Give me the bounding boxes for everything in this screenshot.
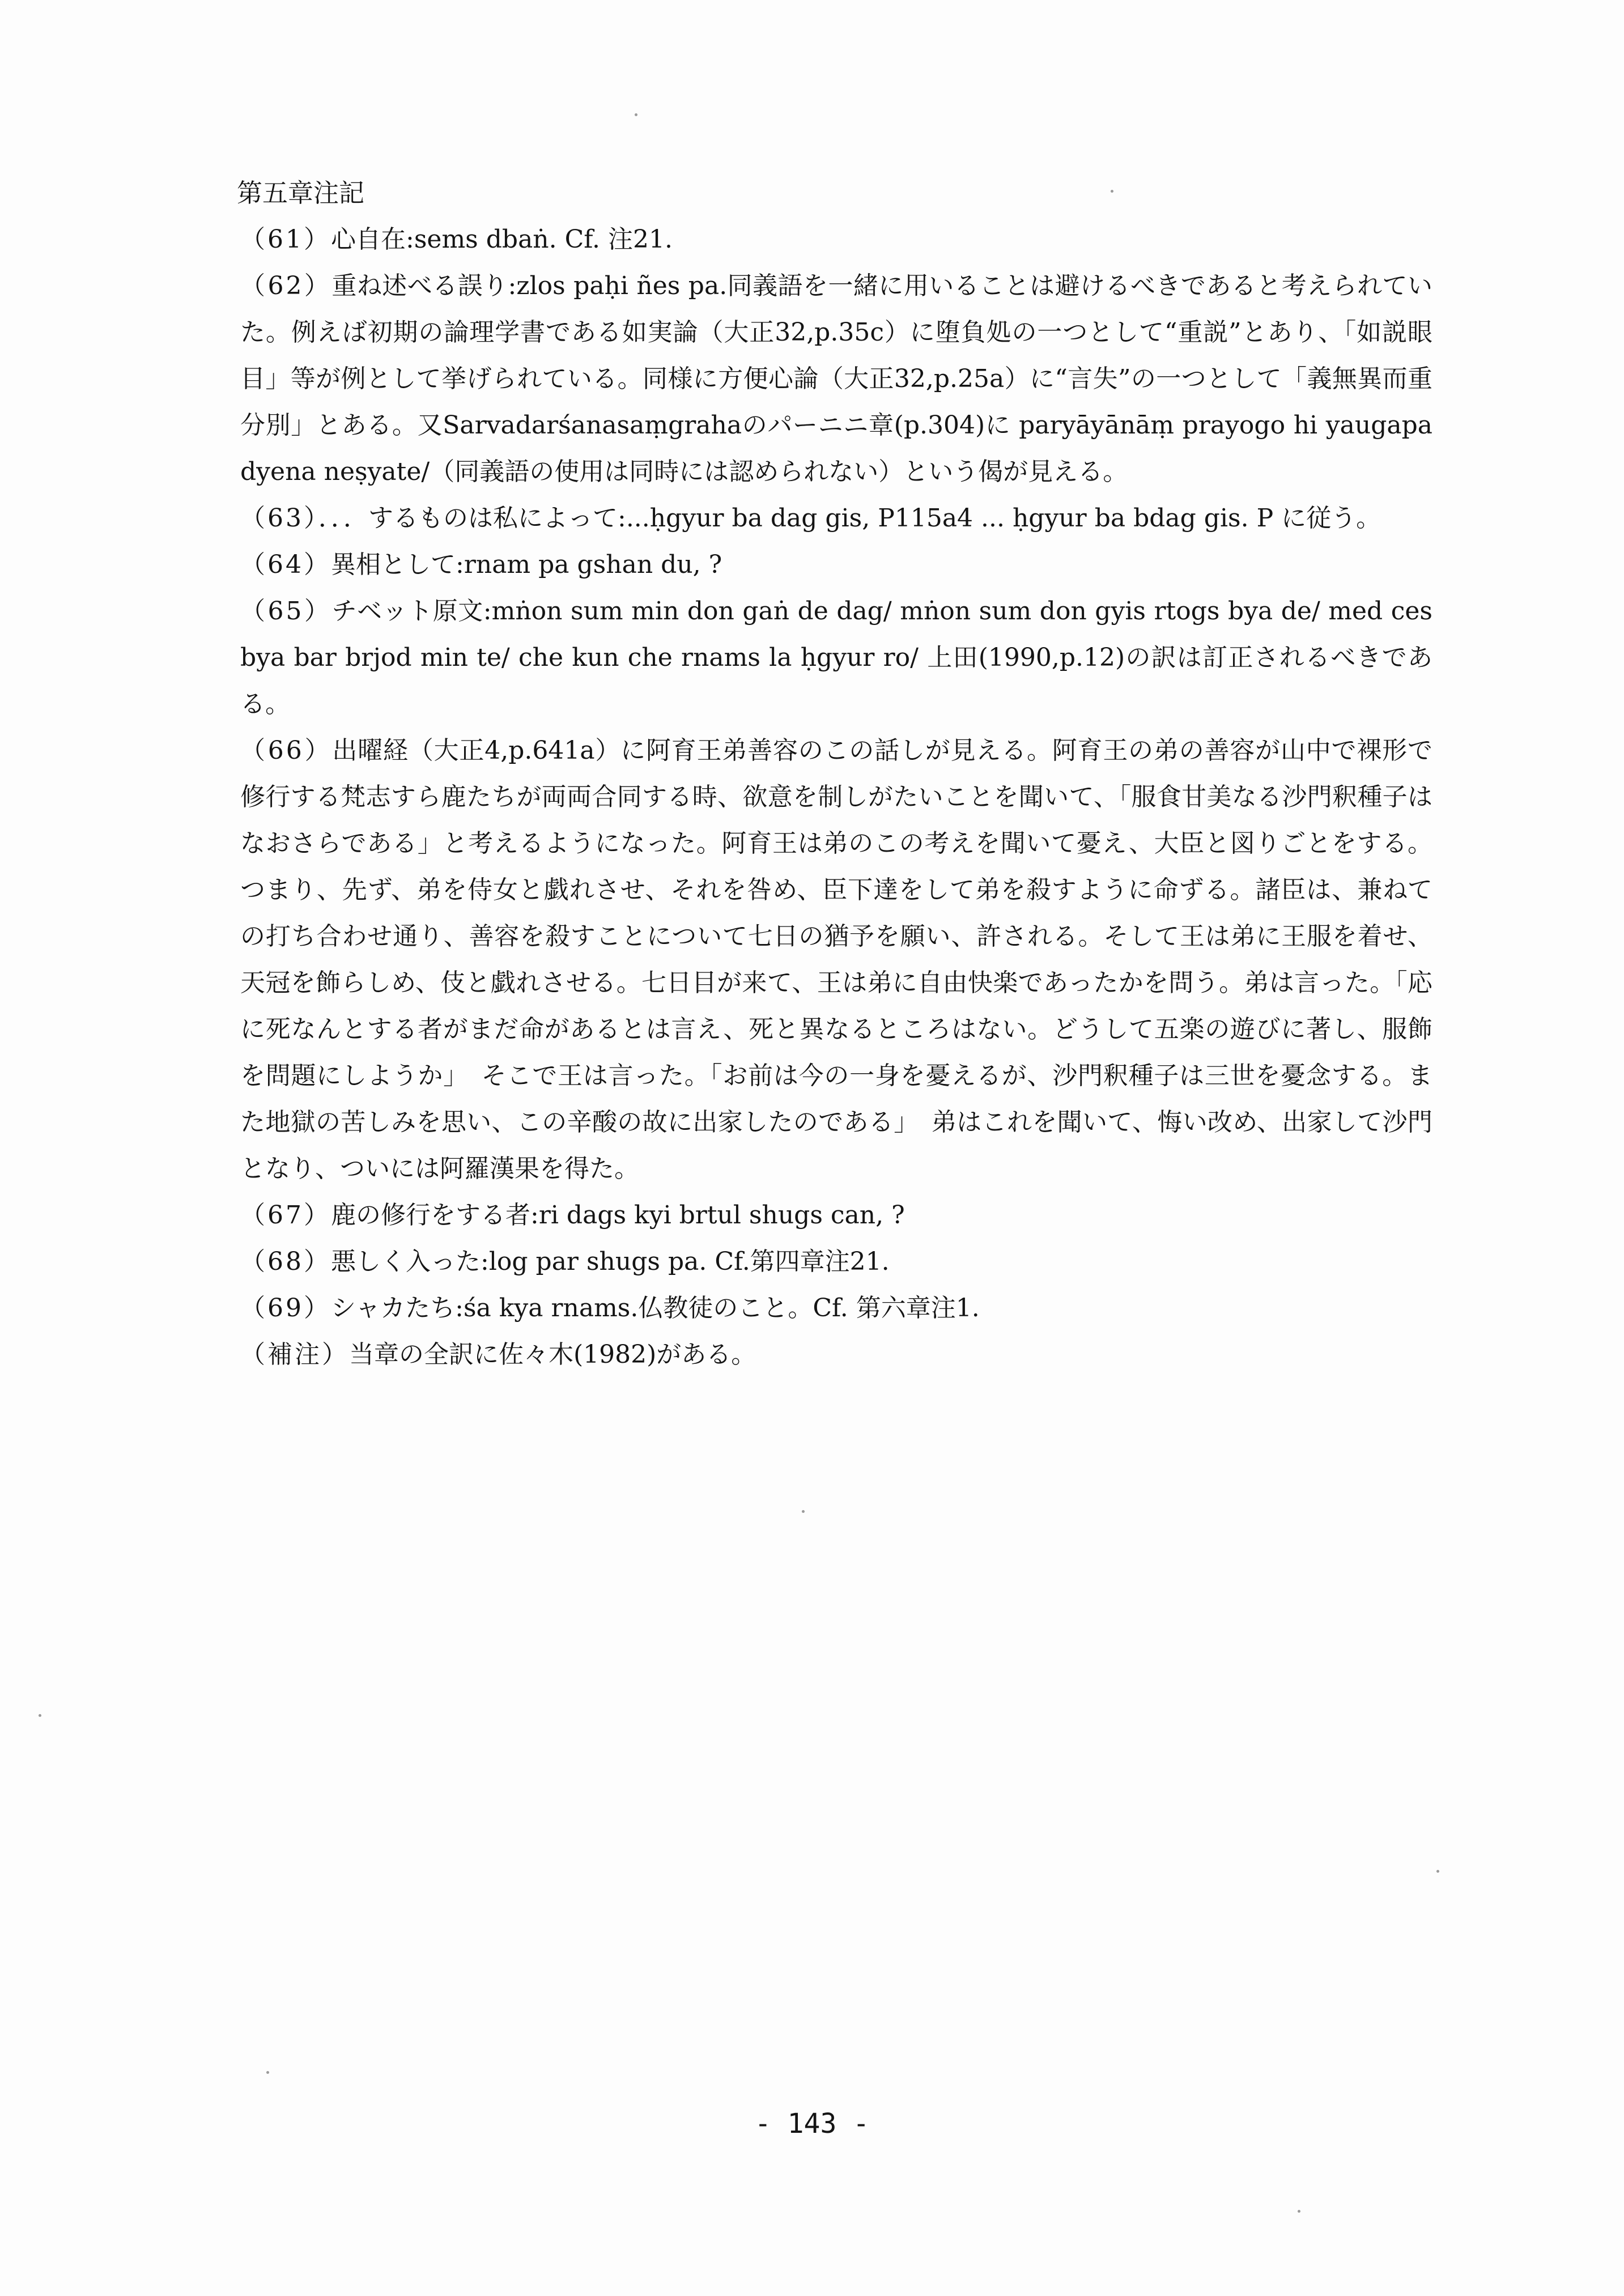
note-number: （66）	[240, 736, 333, 765]
note-61	[237, 216, 1432, 263]
scan-speck	[266, 2071, 269, 2074]
note-text: ．．．するものは私によって:...ḥgyur ba dag gis, P115a4 ... ḥgyur ba bdag gis. P に従う。	[318, 504, 1381, 533]
scan-speck	[1111, 190, 1113, 193]
note-text: 当章の全訳に佐々木(1982)がある。	[349, 1340, 756, 1369]
note-63	[237, 495, 1432, 542]
note-text: 悪しく入った:log par shugs pa. Cf.第四章注21.	[331, 1247, 890, 1276]
note-text: 出曜経（大正4,p.641a）に阿育王弟善容のこの話しが見える。阿育王の弟の善容が山中で裸形で修行する梵志すら鹿たちが両両合同する時、欲意を制しがたいことを聞いて、「服食甘美なる沙門釈種子はなおさらである」と考えるようになった。阿育王は弟のこの考えを聞いて憂え、大臣と図りごとをする。つまり、先ず、弟を侍女と戯れさせ、それを咎め、臣下達をして弟を殺すように命ずる。諸臣は、兼ねての打ち合わせ通り、善容を殺すことについて七日の猶予を願い、許される。そして王は弟に王服を着せ、天冠を飾らしめ、伎と戯れさせる。七日目が来て、王は弟に自由快楽であったかを問う。弟は言った。「応に死なんとする者がまだ命があるとは言え、死と異なるところはない。どうして五楽の遊びに著し、服飾を問題にしようか」 そこで王は言った。「お前は今の一身を憂えるが、沙門釈種子は三世を憂念する。また地獄の苦しみを思い、この辛酸の故に出家したのである」 弟はこれを聞いて、悔い改め、出家して沙門となり、ついには阿羅漢果を得た。	[240, 736, 1432, 1183]
note-68	[237, 1239, 1432, 1285]
note-number: （68）	[240, 1247, 331, 1276]
note-text: 異相として:rnam pa gshan du, ?	[331, 550, 722, 579]
note-64	[237, 542, 1432, 588]
note-number: （62）	[240, 271, 332, 300]
note-text: 心自在:sems dbaṅ. Cf. 注21.	[331, 225, 673, 254]
note-69	[237, 1285, 1432, 1332]
scan-speck	[802, 1510, 805, 1513]
note-text: 鹿の修行をする者:ri dags kyi brtul shugs can, ?	[331, 1201, 905, 1230]
note-65	[237, 588, 1432, 728]
scan-speck	[635, 113, 637, 116]
note-number: （69）	[240, 1294, 331, 1323]
scan-speck	[39, 1714, 41, 1717]
note-66	[237, 728, 1432, 1192]
note-number: （63）	[240, 504, 318, 533]
chapter-notes-heading: 第五章注記	[237, 178, 365, 208]
note-number: （64）	[240, 550, 331, 579]
scan-speck	[1436, 1870, 1439, 1873]
note-text: チベット原文:mṅon sum min don gaṅ de dag/ mṅon sum don gyis rtogs bya de/ med ces bya bar brjod min te/ che kun che rnams la ḥgyur ro/ 上田(1990,p.12)の訳は訂正されるべきである。	[240, 597, 1432, 718]
note-number: （67）	[240, 1201, 331, 1230]
note-number: （補注）	[240, 1340, 349, 1369]
note-text: 重ね述べる誤り:zlos paḥi ñes pa.同義語を一緒に用いることは避けるべきであると考えられていた。例えば初期の論理学書である如実論（大正32,p.35c）に堕負処の一つとして“重説”とあり、「如説眼目」等が例として挙げられている。同様に方便心論（大正32,p.25a）に“言失”の一つとして「義無異而重分別」とある。又Sarvadarśanasaṃgrahaのパーニニ章(p.304)に paryāyānāṃ prayogo hi yaugapadyena neṣyate/（同義語の使用は同時には認められない）という偈が見える。	[240, 271, 1432, 486]
note-62	[237, 263, 1432, 495]
page-number: - 143 -	[754, 2108, 870, 2140]
note-text: シャカたち:śa kya rnams.仏教徒のこと。Cf. 第六章注1.	[331, 1294, 980, 1323]
chapter-notes	[237, 170, 1432, 1378]
note-number: （61）	[240, 225, 331, 254]
note-67	[237, 1192, 1432, 1239]
note-number: （65）	[240, 597, 332, 626]
note-supplement	[237, 1332, 1432, 1378]
scan-speck	[1298, 2210, 1300, 2213]
